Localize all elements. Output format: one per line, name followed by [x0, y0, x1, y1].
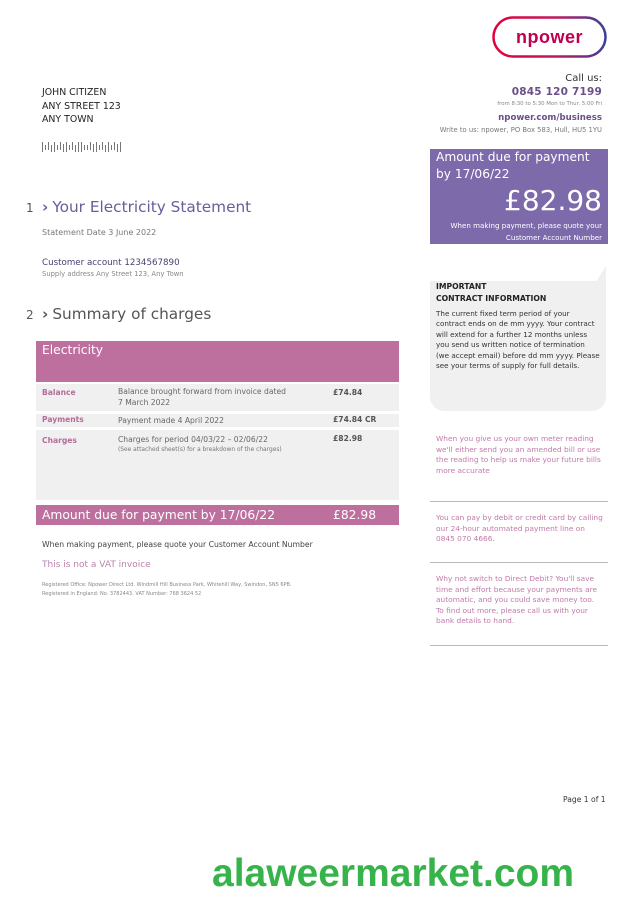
- amount-due-panel: [430, 149, 608, 244]
- section-1-title: [42, 198, 251, 216]
- row-description: [118, 434, 282, 456]
- website-link[interactable]: npower.com/business: [498, 113, 602, 123]
- row-description: [118, 386, 286, 408]
- recipient-street: ANY STREET 123: [42, 100, 121, 112]
- page-number: Page 1 of 1: [563, 795, 606, 804]
- card-payment-message: You can pay by debit or credit card by calling our 24-hour automated payment line on 0845 070 4666.: [436, 513, 603, 544]
- section-1-number: 1: [26, 201, 34, 215]
- registered-line1: Registered Office: Npower Direct Ltd. Windmill Hill Business Park, Whitehill Way, Swindon, SN5 6PB.: [42, 582, 292, 588]
- vat-note: This is not a VAT invoice: [42, 560, 151, 570]
- amount-due-note-line1: When making payment, please quote your: [450, 221, 602, 230]
- divider: [430, 645, 608, 646]
- row-description: Payment made 4 April 2022: [118, 416, 224, 425]
- total-due-amount: £82.98: [333, 508, 377, 522]
- amount-due-label-line1: Amount due for payment: [436, 150, 590, 164]
- registered-line2: Registered in England: No. 3782443. VAT Number: 768 3624 52: [42, 591, 202, 597]
- contract-info-title-line2: CONTRACT INFORMATION: [436, 293, 547, 303]
- recipient-name: JOHN CITIZEN: [42, 87, 107, 98]
- direct-debit-message: Why not switch to Direct Debit? You'll save time and effort because your payments are automatic, and you could save money too. To find out more, please call us with your bank details to hand.: [436, 574, 598, 626]
- contract-info-title-line1: IMPORTANT: [436, 282, 487, 291]
- row-description-line1: Balance brought forward from invoice dated: [118, 387, 286, 396]
- divider: [430, 562, 608, 563]
- section-2-title-text: Summary of charges: [52, 305, 212, 323]
- statement-date: Statement Date 3 June 2022: [42, 228, 157, 237]
- postal-barcode: [42, 137, 124, 147]
- amount-due-note: [432, 220, 602, 244]
- row-amount: £74.84 CR: [333, 415, 377, 424]
- total-due-label: Amount due for payment by 17/06/22: [42, 508, 276, 522]
- npower-logo: [492, 16, 607, 58]
- contact-block: [382, 72, 602, 136]
- svg-text:npower: npower: [515, 27, 584, 47]
- row-label: Charges: [42, 436, 77, 445]
- phone-number[interactable]: 0845 120 7199: [511, 86, 602, 98]
- recipient-address: [42, 86, 121, 127]
- meter-reading-message: When you give us your own meter reading we'll either send you an amended bill or use the reading to help us make your future bills more accurate: [436, 434, 601, 475]
- opening-hours: from 8:30 to 5:30 Mon to Thur. 5:00 Fri: [497, 101, 602, 107]
- row-description-line2: 7 March 2022: [118, 398, 171, 407]
- watermark: alaweermarket.com: [212, 852, 575, 895]
- row-amount: £74.84: [333, 388, 363, 397]
- registered-office: [42, 581, 292, 599]
- recipient-town: ANY TOWN: [42, 114, 94, 125]
- postal-address: Write to us: npower, PO Box 583, Hull, HU5 1YU: [439, 126, 602, 134]
- amount-due-note-line2: Customer Account Number: [505, 233, 602, 242]
- summary-table-header: Electricity: [36, 341, 399, 382]
- contract-info-box: [430, 281, 606, 411]
- row-note: (See attached sheet(s) for a breakdown of the charges): [118, 447, 282, 453]
- section-1-title-text: Your Electricity Statement: [52, 198, 252, 216]
- chevron-right-icon: ›: [42, 305, 49, 323]
- section-2-number: 2: [26, 308, 34, 322]
- contract-info-title: [436, 281, 600, 304]
- section-2-title: [42, 305, 211, 323]
- call-us-label: Call us:: [565, 73, 602, 84]
- divider: [430, 501, 608, 502]
- payment-quote-note: When making payment, please quote your Customer Account Number: [42, 540, 313, 549]
- customer-account: Customer account 1234567890: [42, 258, 180, 268]
- chevron-right-icon: ›: [42, 198, 49, 216]
- total-due-bar: [36, 505, 399, 525]
- row-amount: £82.98: [333, 434, 363, 443]
- amount-due-value: £82.98: [504, 184, 602, 217]
- row-description-line1: Charges for period 04/03/22 – 02/06/22: [118, 435, 268, 444]
- table-row-payments: [36, 414, 399, 427]
- contract-info-body: The current fixed term period of your contract ends on de mm yyyy. Your contract will extend for a further 12 months unless you send us written notice of termination (we accept email) before dd mm yyyy. Please see your terms of supply for full details.: [436, 309, 600, 371]
- table-row-balance: [36, 384, 399, 411]
- table-row-charges: [36, 430, 399, 500]
- supply-address: Supply address Any Street 123, Any Town: [42, 270, 184, 278]
- row-label: Payments: [42, 415, 84, 424]
- row-label: Balance: [42, 388, 76, 397]
- amount-due-label-line2: by 17/06/22: [436, 167, 510, 181]
- speech-bubble-tail: [430, 266, 608, 282]
